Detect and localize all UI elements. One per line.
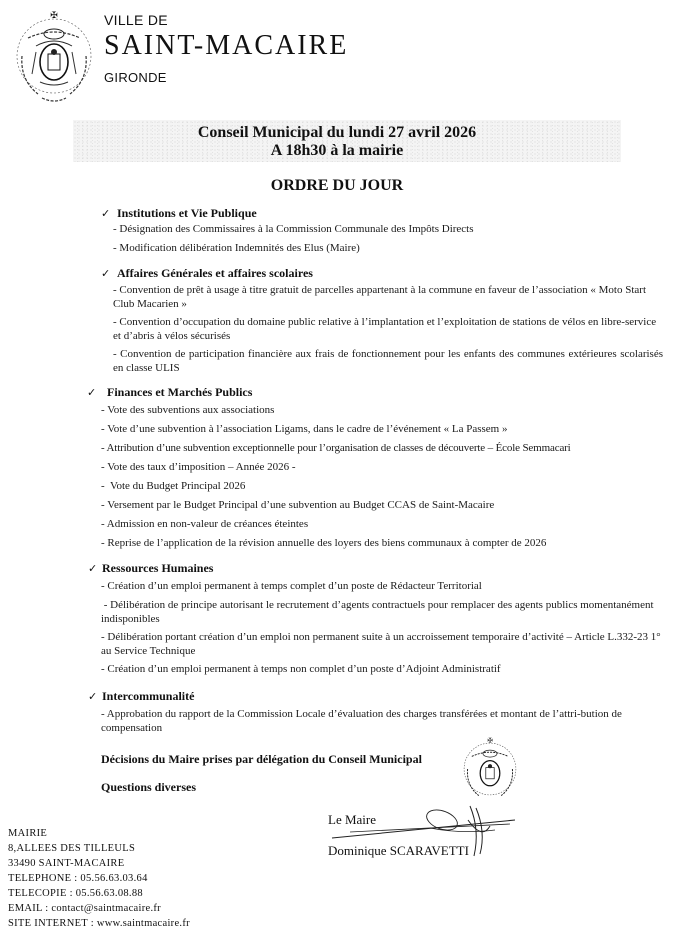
agenda-item: - Vote des subventions aux associations (101, 404, 275, 416)
agenda-item: - Vote d’une subvention à l’association Ligams, dans le cadre de l’événement « La Passem » (101, 423, 508, 435)
agenda-item: - Convention de prêt à usage à titre gratuit de parcelles appartenant à la commune en faveur de l’association « Moto Start Club Macarien » (113, 284, 647, 310)
agenda-item: - Attribution d’une subvention exceptionnelle pour l’organisation de classes de découverte – École Semmacari (101, 442, 571, 454)
agenda-item: - Reprise de l’application de la révision annuelle des loyers des biens communaux à compter de 2026 (101, 537, 547, 549)
section-affaires-generales (101, 266, 313, 281)
city-prefix: VILLE DE (104, 12, 168, 28)
section-intercommunalite (88, 689, 194, 704)
check-icon: ✓ (87, 387, 97, 399)
address-line: 33490 SAINT-MACAIRE (8, 858, 125, 869)
signature-role: Le Maire (328, 812, 377, 827)
address-line: MAIRIE (8, 828, 48, 839)
fax-line: TELECOPIE : 05.56.63.08.88 (8, 888, 143, 899)
city-name: SAINT-MACAIRE (104, 30, 349, 61)
check-icon: ✓ (101, 268, 111, 280)
section-heading: Institutions et Vie Publique (117, 206, 257, 220)
meeting-title: Conseil Municipal du lundi 27 avril 2026 (197, 124, 477, 141)
miscellaneous-questions: Questions diverses (101, 780, 197, 794)
section-heading: Affaires Générales et affaires scolaires (117, 266, 313, 280)
website-line: SITE INTERNET : www.saintmacaire.fr (8, 918, 190, 929)
agenda-item: - Convention d’occupation du domaine public relative à l’implantation et l’exploitation de stations de vélos en libre-service et d’abris à vélos sécurisés (113, 316, 657, 342)
agenda-item: - Création d’un emploi permanent à temps non complet d’un poste d’Adjoint Administratif (101, 663, 501, 675)
svg-text:✠: ✠ (487, 737, 493, 745)
agenda-item: - Vote du Budget Principal 2026 (101, 480, 246, 492)
town-seal-stamp-icon (462, 735, 518, 803)
agenda-item: - Convention de participation financière aux frais de fonctionnement pour les enfants des communes extérieures scolarisés en classe ULIS (113, 348, 663, 374)
meeting-time-place: A 18h30 à la mairie (270, 142, 404, 159)
mayor-decisions: Décisions du Maire prises par délégation du Conseil Municipal (101, 752, 422, 766)
agenda-item: - Vote des taux d’imposition – Année 2026 - (101, 461, 296, 473)
section-ressources-humaines (88, 561, 213, 576)
address-block (8, 826, 190, 931)
town-seal-icon (14, 8, 94, 104)
mayor-name: Dominique SCARAVETTI (328, 843, 469, 858)
section-heading: Finances et Marchés Publics (107, 385, 253, 399)
agenda-item: - Approbation du rapport de la Commission Locale d’évaluation des charges transférées et montant de l’attri-bution de compensation (101, 708, 622, 734)
phone-line: TELEPHONE : 05.56.63.03.64 (8, 873, 148, 884)
section-heading: Intercommunalité (102, 689, 195, 703)
department-name: GIRONDE (104, 70, 167, 85)
svg-text:✠: ✠ (50, 10, 58, 20)
section-heading: Ressources Humaines (102, 561, 214, 575)
agenda-item: - Création d’un emploi permanent à temps complet d’un poste de Rédacteur Territorial (101, 580, 482, 592)
agenda-item: - Modification délibération Indemnités des Elus (Maire) (113, 242, 360, 254)
agenda-item: - Délibération de principe autorisant le recrutement d’agents contractuels pour remplacer des agents publics momentanément indisponibles (101, 599, 657, 625)
agenda-item: - Désignation des Commissaires à la Commission Communale des Impôts Directs (113, 223, 474, 235)
agenda-item: - Versement par le Budget Principal d’une subvention au Budget CCAS de Saint-Macaire (101, 499, 495, 511)
check-icon: ✓ (88, 563, 98, 575)
section-institutions (101, 206, 257, 221)
check-icon: ✓ (101, 208, 111, 220)
agenda-item: - Admission en non-valeur de créances éteintes (101, 518, 309, 530)
email-line: EMAIL : contact@saintmacaire.fr (8, 903, 161, 914)
address-line: 8,ALLEES DES TILLEULS (8, 843, 136, 854)
section-finances (87, 385, 252, 400)
agenda-heading: ORDRE DU JOUR (270, 177, 404, 194)
agenda-item: - Délibération portant création d’un emploi non permanent suite à un accroissement temporaire d’activité – Article L.332-23 1° au Service Technique (101, 631, 661, 657)
check-icon: ✓ (88, 691, 98, 703)
